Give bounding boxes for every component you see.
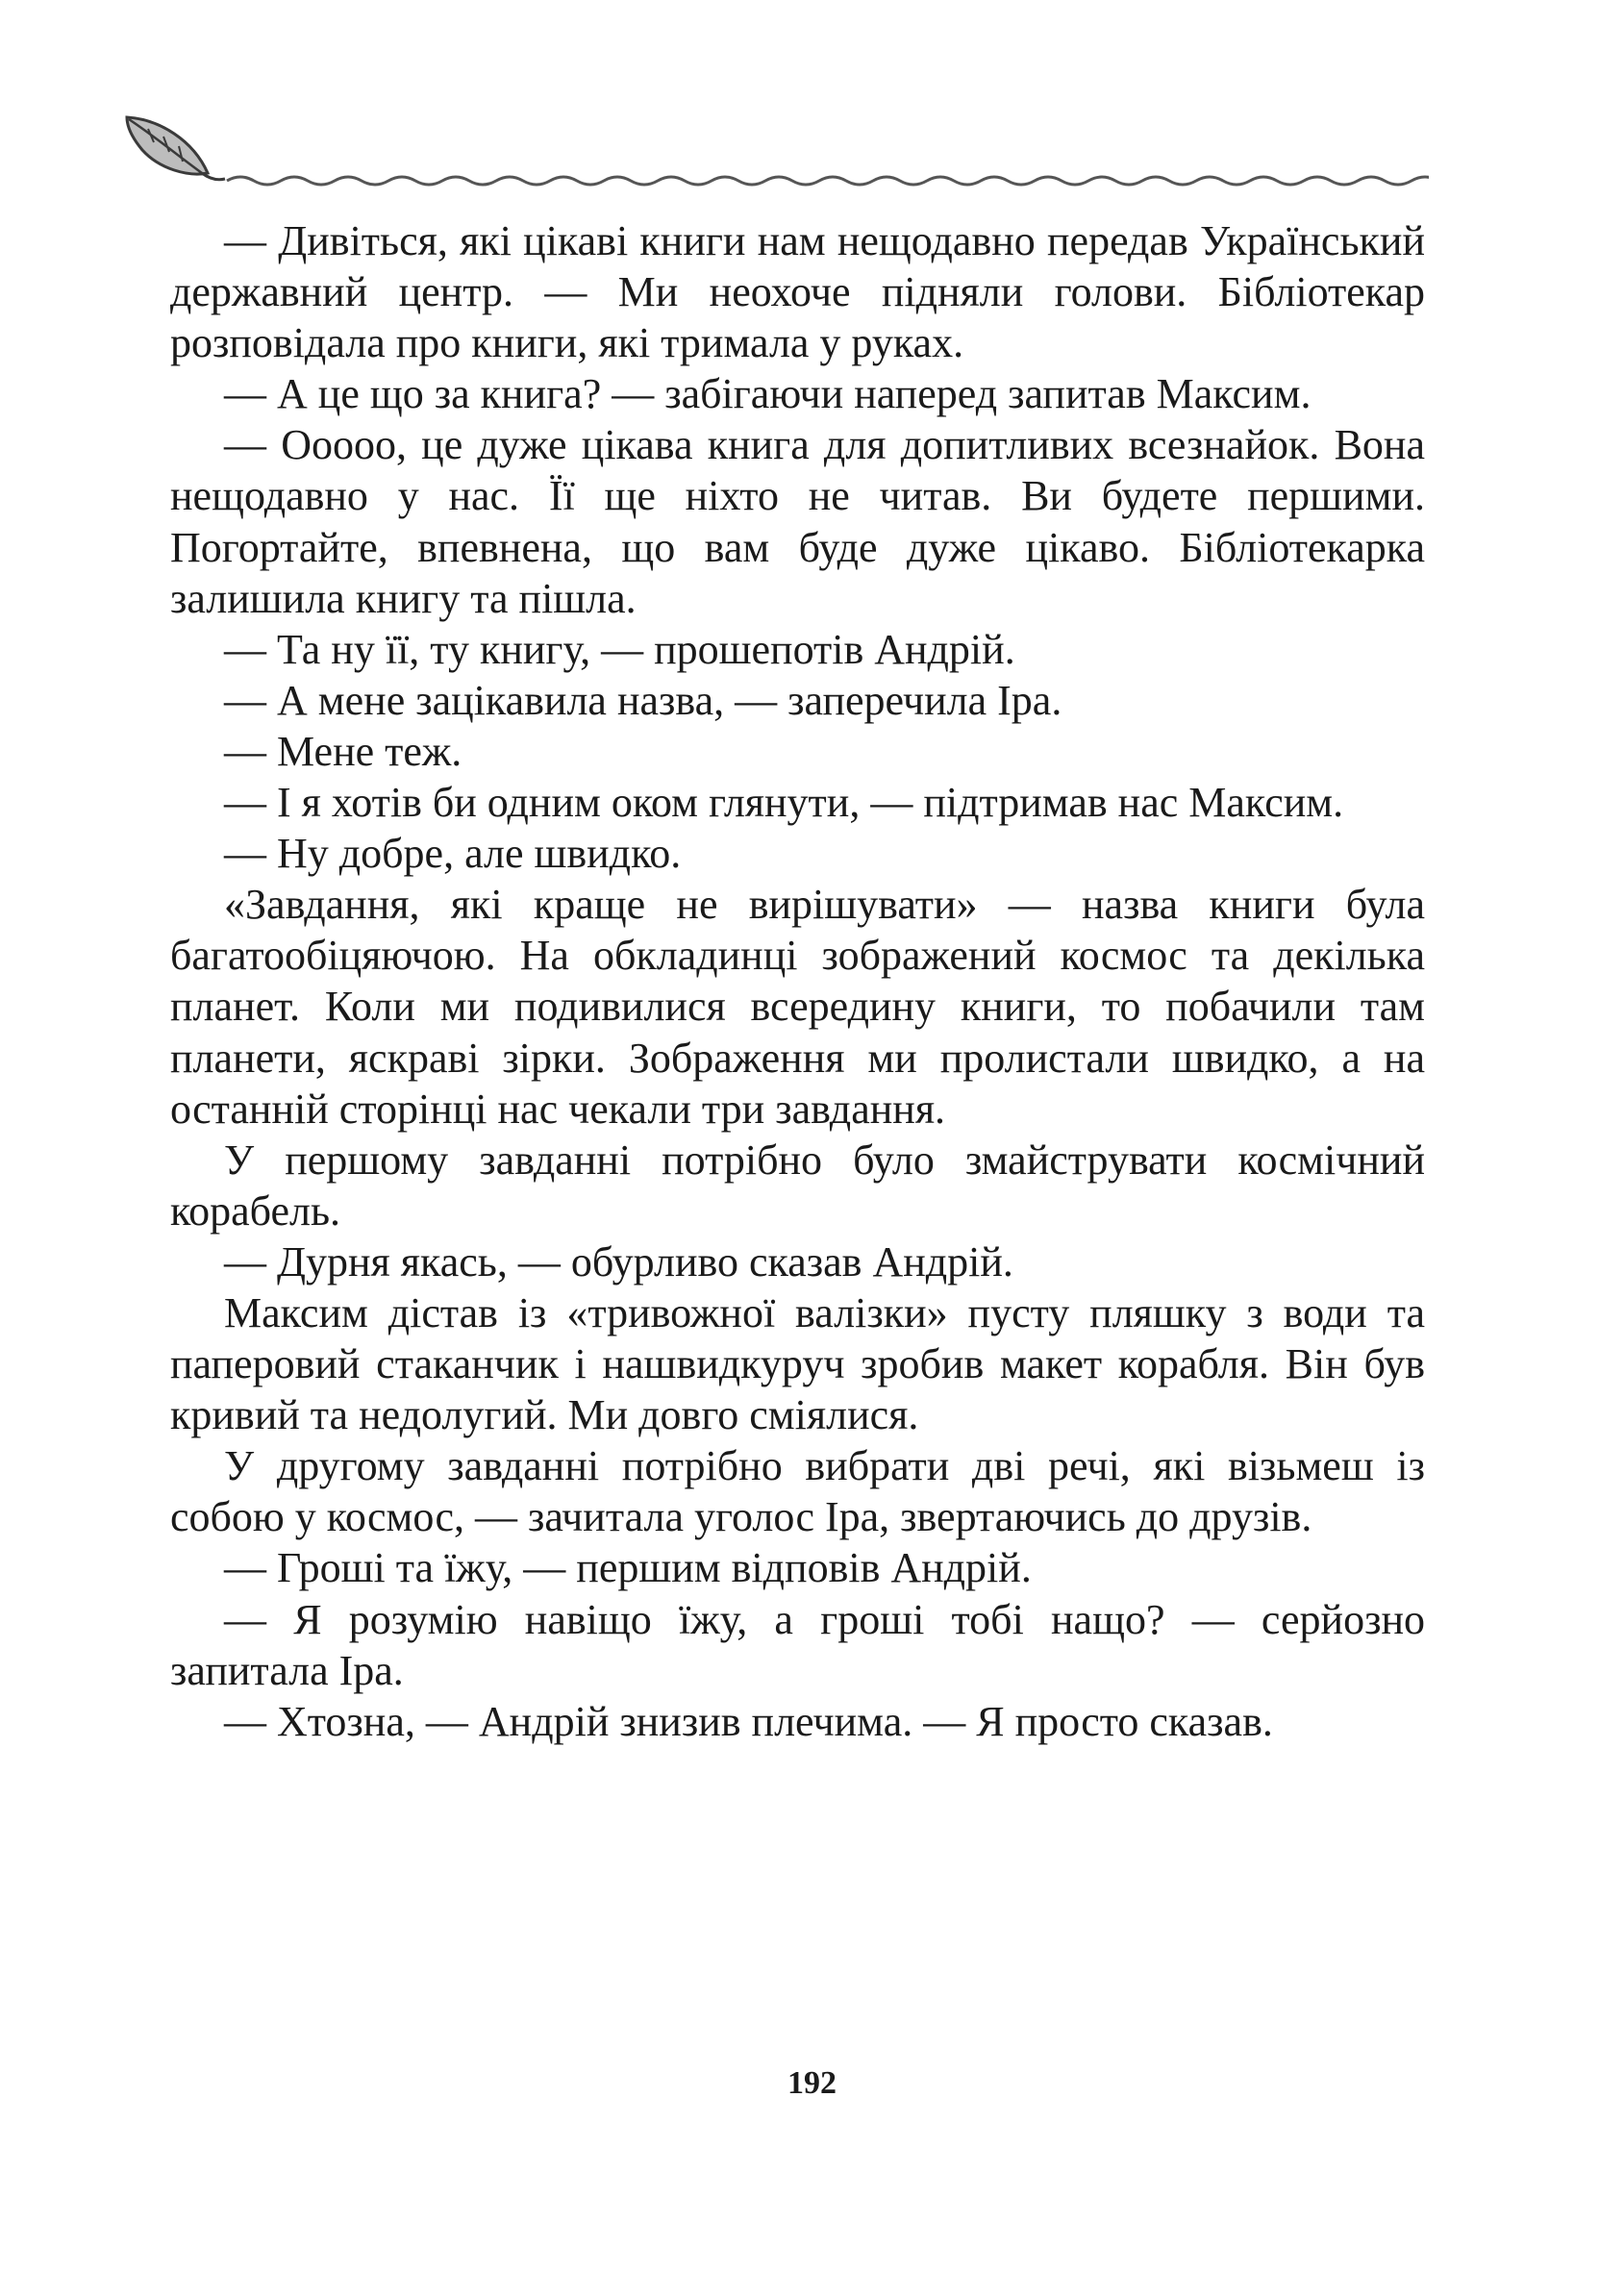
paragraph: — Дивіться, які цікаві книги нам нещодавно передав Український державний центр. — Ми неохоче підняли голови. Бібліотекар розповідала про книги, які тримала у руках. [170,217,1425,367]
paragraph: — Я розумію навіщо їжу, а гроші тобі нащо? — серйозно запитала Іра. [170,1595,1425,1694]
paragraph: — А мене зацікавила назва, — заперечила Іра. [224,676,1062,724]
paragraph: — Дурня якась, — обурливо сказав Андрій. [224,1237,1013,1286]
paragraph: У другому завданні потрібно вибрати дві речі, які візьмеш із собою у космос, — зачитала уголос Іра, звертаючись до друзів. [170,1442,1425,1541]
paragraph: — І я хотів би одним оком глянути, — підтримав нас Максим. [224,779,1344,827]
paragraph: — Гроші та їжу, — першим відповів Андрій. [224,1544,1032,1592]
paragraph: — Та ну її, ту книгу, — прошепотів Андрій. [224,625,1015,673]
page-number: 192 [787,2065,837,2101]
paragraph: — Ну добре, але швидко. [224,830,682,878]
paragraph: Максим дістав із «тривожної валізки» пусту пляшку з води та паперовий стаканчик і нашвидкуруч зробив макет корабля. Він був кривий та недолугий. Ми довго сміялися. [170,1288,1425,1439]
paragraph: — А це що за книга? — забігаючи наперед запитав Максим. [224,370,1312,418]
header-ornament [121,113,1429,200]
body-text [170,215,1425,1747]
paragraph: «Завдання, які краще не вирішувати» — назва книги була багатообіцяючою. На обкладинці зображений космос та декілька планет. Коли ми подивилися всередину книги, то побачили там планети, яскраві зірки. Зображення ми пролистали швидко, а на останній сторінці нас чекали три завдання. [170,881,1425,1133]
wavy-line [227,177,1429,185]
feather-leaf-icon [127,117,225,180]
paragraph: У першому завданні потрібно було змайструвати космічний корабель. [170,1136,1425,1235]
paragraph: — Ооооо, це дуже цікава книга для допитливих всезнайок. Вона нещодавно у нас. Її ще ніхто не читав. Ви будете першими. Погортайте, впевнена, що вам буде дуже цікаво. Бібліотекарка залишила книгу та пішла. [170,421,1425,622]
paragraph: — Хтозна, — Андрій знизив плечима. — Я просто сказав. [224,1697,1273,1745]
paragraph: — Мене теж. [224,727,462,775]
